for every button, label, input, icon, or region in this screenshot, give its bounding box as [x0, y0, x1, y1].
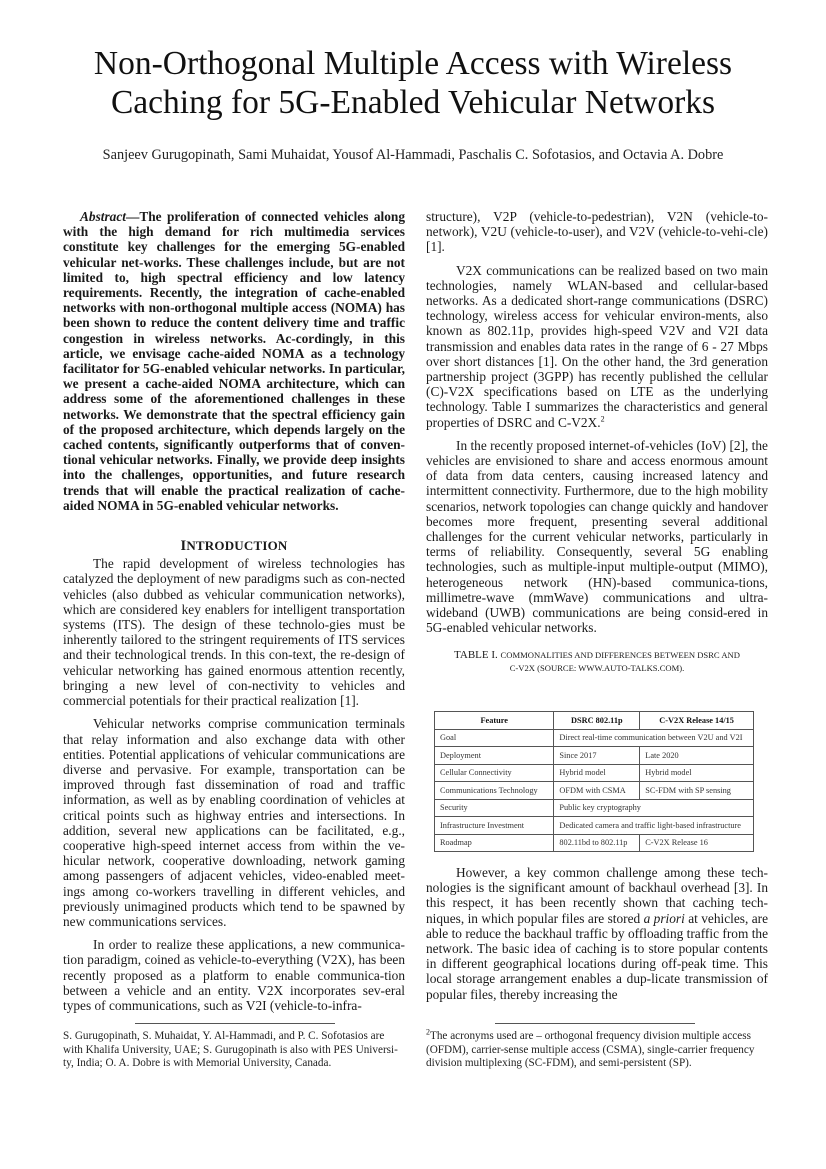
- table-caption-line-2: C-V2X (SOURCE: WWW.AUTO-TALKS.COM).: [509, 663, 685, 674]
- footnote-rule-left: [135, 1023, 335, 1024]
- author-list: Sanjeev Gurugopinath, Sami Muhaidat, Yousof Al-Hammadi, Paschalis C. Sofotasios, and Octavia A. Dobre: [102, 147, 724, 163]
- cell-feature: Roadmap: [435, 834, 554, 852]
- footnote-mark-2: 2: [426, 1027, 430, 1037]
- v2x-technologies-text: V2X communications can be realized based on two main technologies, namely WLAN-based and cellular-based networks. As a dedicated short-range communications (DSRC) technology, wireless access for vehicular environ-ments, also known as 802.11p, provides high-speed V2V and V2I data transmission and enables data rates in the range of 6 - 27 Mbps over short distances [1]. On the other hand, the 3rd generation partnership project (3GPP) has recently published the cellular (C)-V2X specifications based on LTE as the underlying technology. Table I summarizes the characteristics and general properties of DSRC and C-V2X.: [426, 262, 768, 430]
- v2x-technologies-paragraph: [426, 263, 768, 430]
- iov-paragraph: In the recently proposed internet-of-vehicles (IoV) [2], the vehicles are envisioned to share and access enormous amount of data from data centers, causing increased latency and intermittent connectivity. Furthermore, due to the high mobility scenarios, network topologies can change quickly and handover becomes more frequent, presenting several additional challenges for the current vehicular networks, particularly in terms of reliability. Consequently, several 5G enabling technologies, such as multiple-input multiple-output (MIMO), heterogeneous network (HN)-based communica-tions, millimetre-wave (mmWave) communications and ultra-wideband (UWB) communications are being consid-ered in 5G-enabled vehicular networks.: [426, 437, 768, 636]
- left-column: [63, 209, 405, 1021]
- cell-feature: Infrastructure Investment: [435, 817, 554, 835]
- footnote-acronyms-text: The acronyms used are – orthogonal frequency division multiple access (OFDM), carrier-sense multiple access (CSMA), single-carrier frequency division multiplexing (SC-FDM), and semi-persistent (SP).: [426, 1030, 755, 1070]
- caching-paragraph: [426, 865, 768, 1002]
- table-row: [435, 764, 754, 782]
- abstract-text: The proliferation of connected vehicles along with the high demand for rich multimedia services constitute key challenges for the emerging 5G-enabled vehicular net-works. These challenges include, but are not limited to, high spectral efficiency and low latency requirements. Recently, the integration of cache-enabled networks with non-orthogonal multiple access (NOMA) has been shown to reduce the content delivery time and traffic congestion in wireless networks. Ac-cordingly, in this article, we envisage cache-aided NOMA as a technology facilitator for 5G-enabled vehicular networks. In particular, we present a cache-aided NOMA architecture, which can address some of the aforementioned challenges in these networks. We demonstrate that the spectral efficiency gain of the proposed architecture, which depends largely on the cached contents, significantly outperforms that of conven-tional vehicular networks. Finally, we provide deep insights into the challenges, opportunities, and future research trends that will enable the practical realization of cache-aided NOMA in 5G-enabled vehicular networks.: [63, 209, 405, 513]
- table-row: [435, 729, 754, 747]
- a-priori-term: a priori: [643, 910, 685, 926]
- caching-text-b: at vehicles, are able to reduce the backhaul traffic by offloading traffic from the network. The basic idea of caching is to store popular contents in different geographical locations during off-peak time. This local storage arrangement enables a dup-licate transmission of popular files, thereby increasing the: [426, 910, 769, 1002]
- right-column: [426, 209, 768, 685]
- caching-text-a: However, a key common challenge among these tech-nologies is the significant amount of backhaul overhead [3]. In this respect, it has been recently shown that caching tech-niques, in which popular files are stored: [426, 865, 768, 926]
- cell-merged: Dedicated camera and traffic light-based infrastructure: [554, 817, 754, 835]
- right-column-lower: [426, 865, 768, 1010]
- cell-feature: Cellular Connectivity: [435, 764, 554, 782]
- footnote-ref-2[interactable]: 2: [600, 414, 605, 424]
- heading-rest: NTRODUCTION: [186, 538, 288, 554]
- table-row: [435, 799, 754, 817]
- table-row: [435, 782, 754, 800]
- cell-merged: Public key cryptography: [554, 799, 754, 817]
- cell-feature: Security: [435, 799, 554, 817]
- footnote-affiliation: S. Gurugopinath, S. Muhaidat, Y. Al-Hammadi, and P. C. Sofotasios are with Khalifa University, UAE; S. Gurugopinath is also with PES Universi-ty, India; O. A. Dobre is with Memorial University, Canada.: [63, 1030, 398, 1070]
- footnote-rule-right: [495, 1023, 695, 1024]
- v2x-continuation: structure), V2P (vehicle-to-pedestrian), V2N (vehicle-to-network), V2U (vehicle-to-user), and V2V (vehicle-to-vehi-cle) [1].: [426, 209, 768, 255]
- cell-merged: Direct real-time communication between V2U and V2I: [554, 729, 754, 747]
- header-feature: Feature: [435, 712, 554, 730]
- comparison-table: [434, 711, 754, 852]
- cell-cv2x: Hybrid model: [640, 764, 754, 782]
- table-header-row: [435, 712, 754, 730]
- cell-feature: Goal: [435, 729, 554, 747]
- cell-cv2x: Late 2020: [640, 747, 754, 765]
- cell-dsrc: 802.11bd to 802.11p: [554, 834, 640, 852]
- table-row: [435, 834, 754, 852]
- intro-paragraph-2: Vehicular networks comprise communication terminals that relay information and also exchange data with other entities. Potential applications of vehicular communications are diverse and pervasive. For example, transportation can be improved through fast dissemination of road and traffic information, as well as by enabling coordination of vehicles at critical points such as highway entries and intersections. In addition, several new applications can be facilitated, e.g., cooperative high-speed internet access from within the ve-hicular network, cooperative downloading, network gaming among passengers of adjacent vehicles, video-enabled meet-ings among co-workers travelling in different vehicles, and previously unimagined products which tend to be spawned by new communications services.: [63, 716, 405, 929]
- intro-paragraph-1: The rapid development of wireless technologies has catalyzed the deployment of new paradigms such as con-nected vehicles (also dubbed as vehicular communication networks), which are considered key enablers for intelligent transportation systems (ITS). The design of these technolo-gies must be inherently tailored to the stringent requirements of ITS services and their technological trends. In this con-text, the re-design of vehicular networking has gained enormous attention recently, bringing a new level of con-nectivity to vehicles and commercial potentials for their practical realization [1].: [63, 556, 405, 709]
- title-line-1: Non-Orthogonal Multiple Access with Wireless: [93, 45, 733, 82]
- table-caption-line-1: COMMONALITIES AND DIFFERENCES BETWEEN DSRC AND: [500, 650, 740, 661]
- cell-feature: Communications Technology: [435, 782, 554, 800]
- table-label: TABLE I.: [454, 649, 498, 662]
- table-row: [435, 747, 754, 765]
- table-caption: [426, 649, 768, 675]
- abstract-label: Abstract: [80, 209, 126, 224]
- header-cv2x: C-V2X Release 14/15: [640, 712, 754, 730]
- footnote-acronyms: [426, 1027, 776, 1071]
- cell-dsrc: Since 2017: [554, 747, 640, 765]
- title-line-2: Caching for 5G-Enabled Vehicular Networks: [110, 84, 716, 121]
- abstract-dash: —: [125, 209, 140, 224]
- heading-initial: I: [180, 538, 187, 555]
- cell-feature: Deployment: [435, 747, 554, 765]
- section-heading-introduction: [63, 538, 405, 554]
- intro-paragraph-3: In order to realize these applications, a new communica-tion paradigm, coined as vehicle-to-everything (V2X), has been recently proposed as a platform to enable communica-tion between a vehicle and an entity. V2X incorporates sev-eral types of communications, such as V2I (vehicle-to-infra-: [63, 937, 405, 1013]
- cell-dsrc: OFDM with CSMA: [554, 782, 640, 800]
- cell-dsrc: Hybrid model: [554, 764, 640, 782]
- table-row: [435, 817, 754, 835]
- cell-cv2x: C-V2X Release 16: [640, 834, 754, 852]
- abstract: [63, 209, 405, 513]
- cell-cv2x: SC-FDM with SP sensing: [640, 782, 754, 800]
- paper-title: [40, 44, 786, 122]
- header-dsrc: DSRC 802.11p: [554, 712, 640, 730]
